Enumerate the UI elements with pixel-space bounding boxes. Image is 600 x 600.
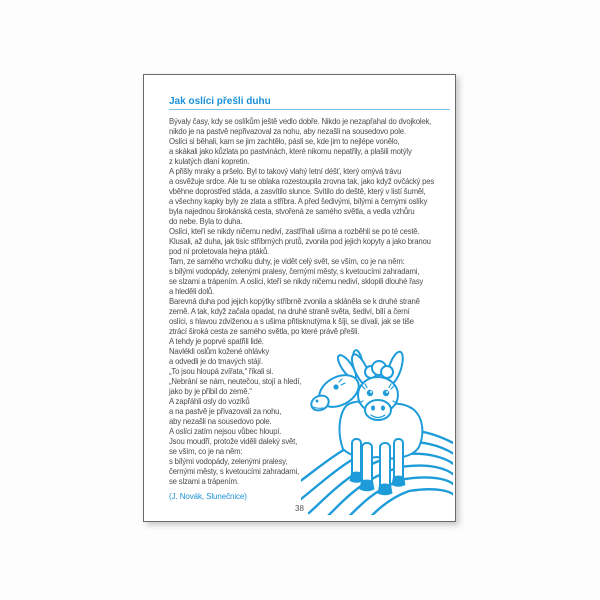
story-lines-beside-illustration: [169, 337, 450, 487]
story-paragraphs: [169, 117, 450, 337]
story-line: A oslíci zatím nejsou vůbec hloupí.: [169, 427, 282, 436]
story-line: z kulatých dlaní kopretin.: [169, 157, 250, 166]
story-line: nikdo je na pastvě nepřivazoval za nohu, aby nezašli na sousedovo pole.: [169, 127, 406, 136]
story-line: Barevná duha pod jejich kopýtky stříbrně zvonila a skláněla se k druhé straně: [169, 297, 420, 306]
page-content: [144, 75, 455, 521]
story-line: Oslíci si běhali, kam se jim zachtělo, pásli se, kde jim to nejlépe vonělo,: [169, 137, 400, 146]
title-divider: [169, 109, 450, 110]
story-line: aby nezašli na sousedovo pole.: [169, 417, 272, 426]
story-line: „Nebrání se nám, neutečou, stojí a hledí,: [169, 377, 302, 386]
attribution: (J. Novák, Slunečnice): [169, 492, 247, 501]
story-line: vběhne doprostřed stáda, a zasvítilo slunce. Svítilo do deště, který v listí šuměl,: [169, 187, 426, 196]
story-line: jako by je přibil do země.“: [169, 387, 252, 396]
story-line: do nebe. Byla to duha.: [169, 217, 243, 226]
story-line: „To jsou hloupá zvířata,“ říkali si.: [169, 367, 274, 376]
story-line: Navlékli oslům kožené ohlávky: [169, 347, 270, 356]
story-line: a osvěžuje srdce. Ale tu se oblaka rozestoupila zrovna tak, jako když ovčácký pes: [169, 177, 435, 186]
story-line: A přišly mraky a pršelo. Byl to takový vlahý letní déšť, který omývá trávu: [169, 167, 402, 176]
story-line: Tam, ze samého vrcholku duhy, je vidět celý svět, se vším, co je na něm:: [169, 257, 405, 266]
story-line: se vším, co je na něm:: [169, 447, 243, 456]
story-line: země. A tak, když začala opadat, na druhé straně světa, šediví, bílí a černí: [169, 307, 410, 316]
story-line: s bílými vodopády, zelenými pralesy, černými městy, s kvetoucími zahradami,: [169, 267, 420, 276]
story-line: Jsou moudří, protože viděli daleký svět,: [169, 437, 298, 446]
story-line: a hleděli dolů.: [169, 287, 214, 296]
story-line: byla najednou širokánská cesta, stvořená ze samého světla, a vedla vzhůru: [169, 207, 415, 216]
story-line: pod ní proletovala hejna ptáků.: [169, 247, 270, 256]
story-line: ztrácí široká cesta ze samého světla, po které právě přešli.: [169, 327, 360, 336]
story-page: [143, 74, 456, 522]
story-line: A zapřáhli osly do vozíků: [169, 397, 250, 406]
story-line: se slzami a trápením.: [169, 477, 239, 486]
story-line: Klusali, až duha, jak tisíc stříbrných prutů, zvonila pod jejich kopyty a jako branou: [169, 237, 431, 246]
story-line: se slzami a trápením. A oslíci, kteří se nikdy ničemu nediví, sklopili dlouhé řasy: [169, 277, 424, 286]
page-title: Jak oslíci přešli duhu: [169, 96, 271, 107]
story-line: a skákali jako kůzlata po pastvinách, které nikomu nepatřily, a plašili motýly: [169, 147, 412, 156]
story-line: a na pastvě je přivazovali za nohu,: [169, 407, 282, 416]
story-line: a všechny kapky byly ze zlata a stříbra. A před šedivými, bílými a černými oslíky: [169, 197, 428, 206]
story-line: s bílými vodopády, zelenými pralesy,: [169, 457, 288, 466]
story-line: a odvedli je do tmavých stájí.: [169, 357, 263, 366]
page-number: 38: [295, 504, 304, 513]
story-text: [169, 117, 450, 487]
story-line: A tehdy je poprvé spatřili lidé.: [169, 337, 264, 346]
story-line: Bývaly časy, kdy se oslíkům ještě vedlo dobře. Nikdo je nezapřahal do dvojkolek,: [169, 117, 432, 126]
story-line: oslíci, s hlavou zdviženou a s ušima přitisknutýma k šíji, se dívali, jak se tiše: [169, 317, 414, 326]
story-line: černými městy, s kvetoucími zahradami,: [169, 467, 300, 476]
story-line: Oslíci, kteří se nikdy ničemu nediví, zastříhali ušima a rozběhli se po té cestě.: [169, 227, 420, 236]
